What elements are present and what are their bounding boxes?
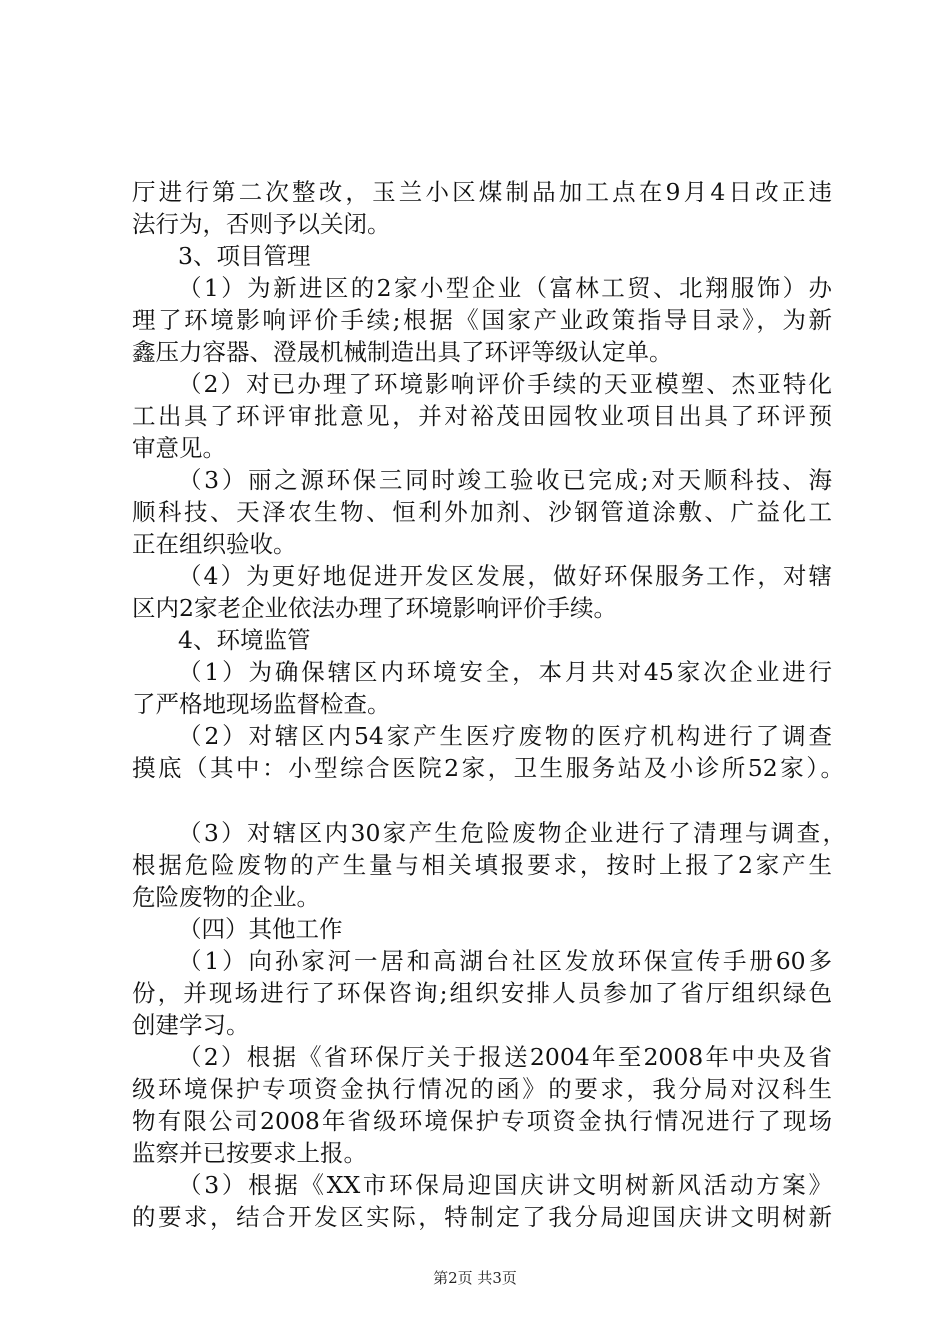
text-line: 审意见。: [132, 434, 226, 462]
text-line: 鑫压力容器、澄晟机械制造出具了环评等级认定单。: [132, 338, 673, 366]
text-line: （2）根据《省环保厅关于报送2004年至2008年中央及省: [178, 1043, 832, 1071]
text-line: （2）对辖区内54家产生医疗废物的医疗机构进行了调查: [178, 722, 832, 750]
text-line: （1）为新进区的2家小型企业（富林工贸、北翔服饰）办: [178, 274, 832, 302]
text-line: 根据危险废物的产生量与相关填报要求，按时上报了2家产生: [132, 851, 832, 879]
text-line: 的要求，结合开发区实际，特制定了我分局迎国庆讲文明树新: [132, 1203, 832, 1231]
text-line: 厅进行第二次整改，玉兰小区煤制品加工点在9月4日改正违: [132, 178, 832, 206]
text-line: 顺科技、天泽农生物、恒利外加剂、沙钢管道涂敷、广益化工: [132, 498, 832, 526]
text-line: （3）根据《XX市环保局迎国庆讲文明树新风活动方案》: [178, 1171, 832, 1199]
text-line: 物有限公司2008年省级环境保护专项资金执行情况进行了现场: [132, 1107, 832, 1135]
text-line: 法行为，否则予以关闭。: [132, 210, 391, 238]
text-line: 份，并现场进行了环保咨询;组织安排人员参加了省厅组织绿色: [132, 979, 832, 1007]
text-line: 正在组织验收。: [132, 530, 297, 558]
text-line: （1）向孙家河一居和高湖台社区发放环保宣传手册60多: [178, 947, 832, 975]
text-line: （4）为更好地促进开发区发展，做好环保服务工作，对辖: [178, 562, 832, 590]
text-line: （1）为确保辖区内环境安全，本月共对45家次企业进行: [178, 658, 832, 686]
section-heading: 4、环境监管: [178, 626, 311, 654]
text-line: 级环境保护专项资金执行情况的函》的要求，我分局对汉科生: [132, 1075, 832, 1103]
section-heading: 3、项目管理: [178, 242, 311, 270]
text-line: （3）对辖区内30家产生危险废物企业进行了清理与调查，: [178, 819, 846, 847]
text-line: 理了环境影响评价手续;根据《国家产业政策指导目录》，为新: [132, 306, 832, 334]
text-line: 工出具了环评审批意见，并对裕茂田园牧业项目出具了环评预: [132, 402, 832, 430]
section-heading: （四）其他工作: [178, 915, 343, 943]
text-line: 危险废物的企业。: [132, 883, 320, 911]
text-line: 区内2家老企业依法办理了环境影响评价手续。: [132, 594, 617, 622]
text-line: （2）对已办理了环境影响评价手续的天亚模塑、杰亚特化: [178, 370, 832, 398]
text-line: 摸底（其中：小型综合医院2家，卫生服务站及小诊所52家）。: [132, 754, 844, 782]
text-line: 了严格地现场监督检查。: [132, 690, 391, 718]
text-line: （3）丽之源环保三同时竣工验收已完成;对天顺科技、海: [178, 466, 832, 494]
page-footer: 第2页 共3页: [433, 1269, 517, 1287]
text-line: 监察并已按要求上报。: [132, 1139, 367, 1167]
text-line: 创建学习。: [132, 1011, 250, 1039]
